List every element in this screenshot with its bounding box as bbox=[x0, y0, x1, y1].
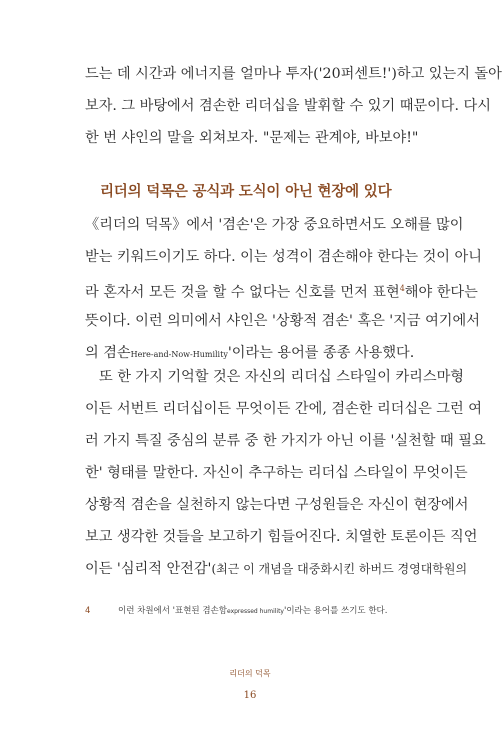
text-line: 보고 생각한 것들을 보고하기 힘들어진다. 치열한 토론이든 직언 bbox=[85, 529, 478, 545]
text-line: 한 번 샤인의 말을 외쳐보자. "문제는 관계야, 바보야!" bbox=[85, 130, 419, 146]
paragraph-1 bbox=[85, 58, 502, 154]
text-line: 한' 형태를 말한다. 자신이 추구하는 리더십 스타일이 무엇이든 bbox=[85, 465, 468, 481]
text-segment: 이든 '심리적 안전감' bbox=[85, 561, 212, 577]
text-segment: 라 혼자서 모든 것을 할 수 없다는 신호를 먼저 표현 bbox=[85, 284, 400, 301]
footnote-reference[interactable]: 4 bbox=[399, 284, 405, 293]
text-segment: (최근 이 개념을 대중화시킨 하버드 경영대학원의 bbox=[211, 562, 468, 576]
text-line bbox=[85, 273, 478, 305]
footnote-number: 4 bbox=[85, 606, 91, 616]
footnote bbox=[85, 604, 430, 616]
page-number: 16 bbox=[243, 690, 257, 701]
text-line: 이든 서번트 리더십이든 무엇이든 간에, 겸손한 리더십은 그런 여 bbox=[85, 401, 482, 417]
text-line bbox=[85, 553, 468, 585]
text-line: 상황적 겸손을 실천하지 않는다면 구성원들은 자신이 현장에서 bbox=[85, 497, 469, 513]
paragraph-3 bbox=[85, 361, 486, 585]
section-heading: 리더의 덕목은 공식과 도식이 아닌 현장에 있다 bbox=[100, 184, 392, 200]
text-line: 《리더의 덕목》에서 '겸손'은 가장 중요하면서도 오해를 많이 bbox=[85, 217, 464, 233]
running-title: 리더의 덕목 bbox=[229, 669, 271, 678]
text-line: 뜻이다. 이런 의미에서 샤인은 '상황적 겸손' 혹은 '지금 여기에서 bbox=[85, 313, 480, 329]
text-line: 드는 데 시간과 에너지를 얼마나 투자('20퍼센트!')하고 있는지 돌아 bbox=[85, 66, 502, 82]
text-line: 받는 키워드이기도 하다. 이는 성격이 겸손해야 한다는 것이 아니 bbox=[85, 249, 482, 265]
text-segment: '이라는 용어를 종종 사용했다. bbox=[227, 345, 415, 361]
text-line: 보자. 그 바탕에서 겸손한 리더십을 발휘할 수 있기 때문이다. 다시 bbox=[85, 98, 491, 114]
text-segment: 해야 한다는 bbox=[404, 284, 478, 301]
footnote-text: '이라는 용어를 쓰기도 한다. bbox=[283, 606, 388, 616]
paragraph-2 bbox=[85, 209, 482, 369]
text-line: 또 한 가지 기억할 것은 자신의 리더십 스타일이 카리스마형 bbox=[99, 369, 465, 385]
footnote-text: 이런 차원에서 '표현된 겸손함 bbox=[118, 606, 227, 616]
text-line: 러 가지 특질 중심의 분류 중 한 가지가 아닌 이를 '실천할 때 필요 bbox=[85, 433, 486, 449]
text-segment: 의 겸손 bbox=[85, 345, 131, 361]
english-term: Here-and-Now-Humility bbox=[130, 350, 228, 359]
footnote-english-term: expressed humility bbox=[226, 608, 284, 615]
